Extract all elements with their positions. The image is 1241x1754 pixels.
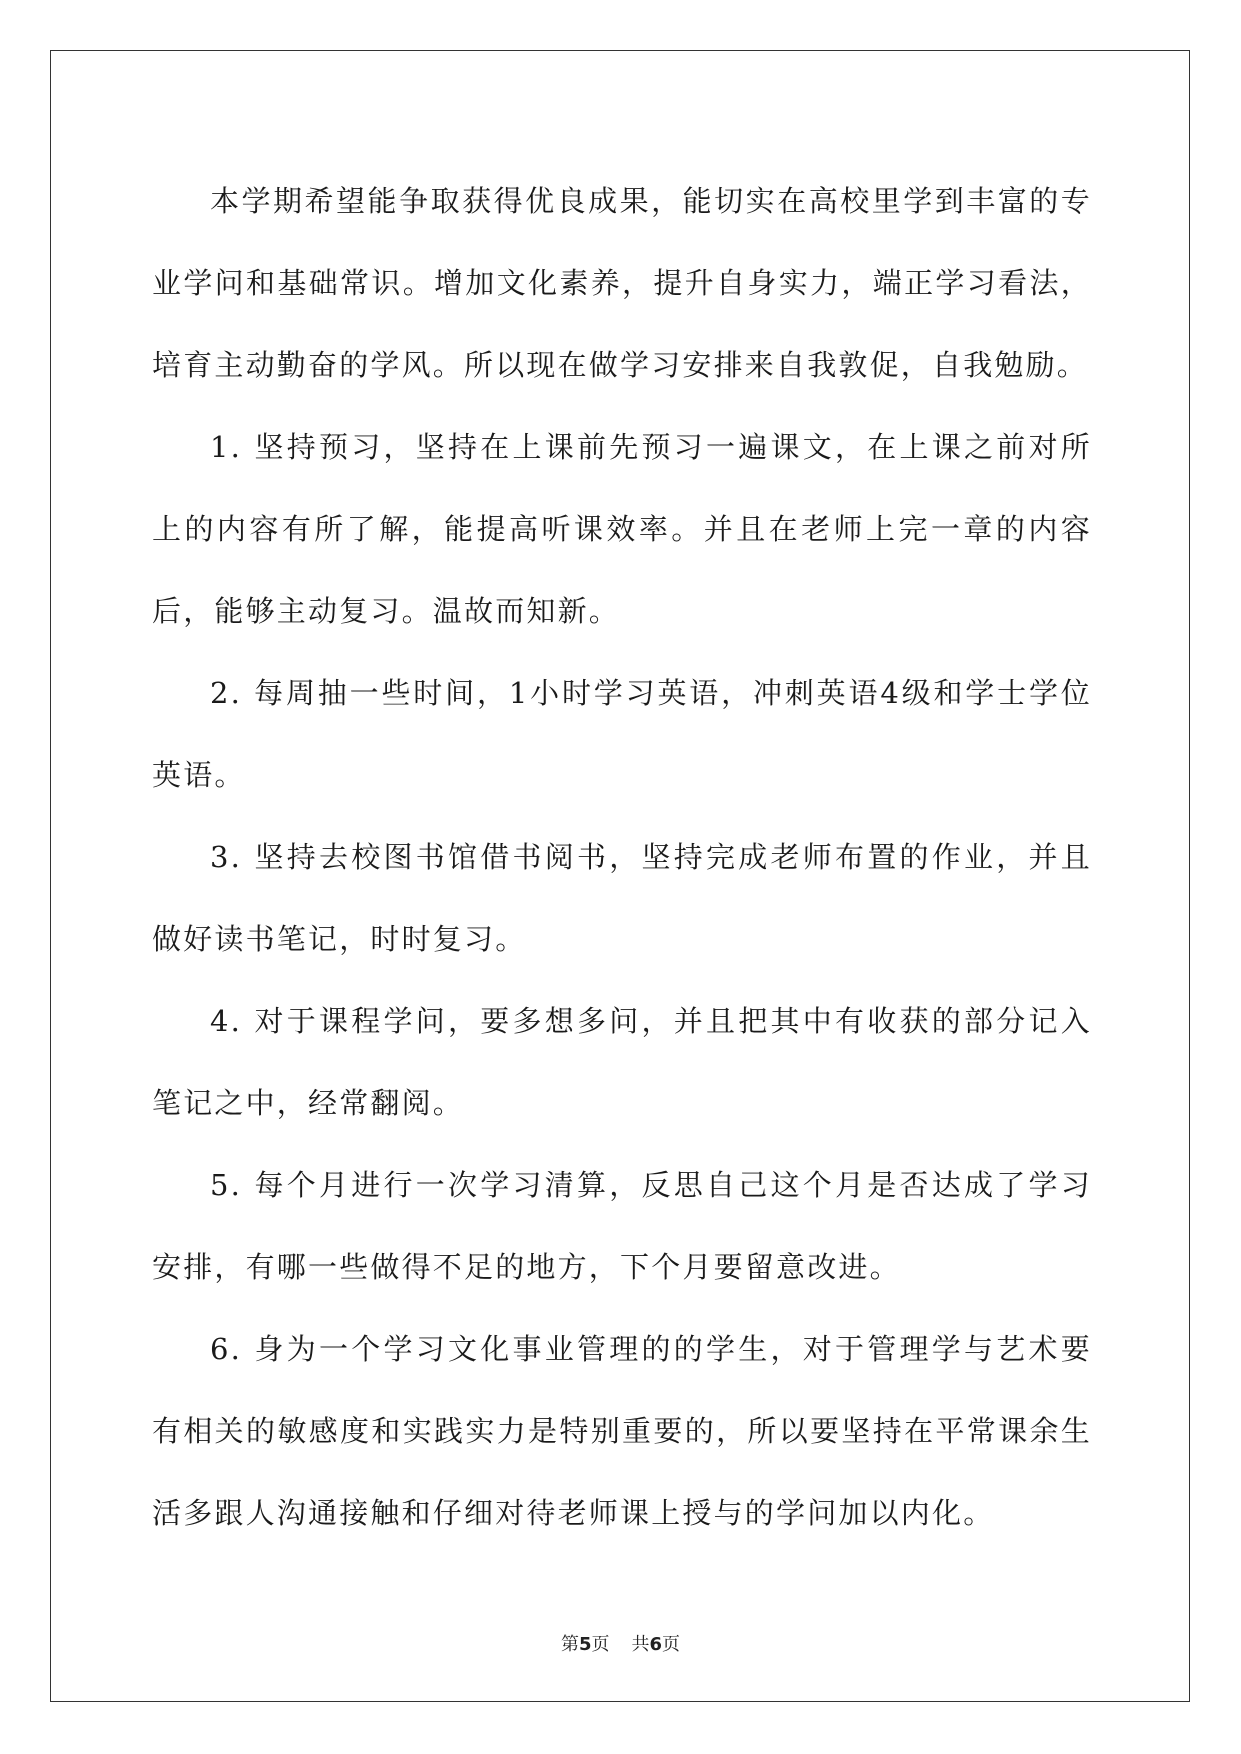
paragraph-intro: 本学期希望能争取获得优良成果，能切实在高校里学到丰富的专业学问和基础常识。增加文化素养，提升自身实力，端正学习看法，培育主动勤奋的学风。所以现在做学习安排来自我敦促，自我勉励。: [152, 184, 1092, 382]
paragraph-item-3: 3. 坚持去校图书馆借书阅书，坚持完成老师布置的作业，并且做好读书笔记，时时复习。: [152, 840, 1092, 956]
footer-prefix: 第: [560, 1634, 579, 1655]
footer-page-word: 页: [591, 1634, 610, 1655]
paragraph-item-6: 6. 身为一个学习文化事业管理的的学生，对于管理学与艺术要有相关的敏感度和实践实力是特别重要的，所以要坚持在平常课余生活多跟人沟通接触和仔细对待老师课上授与的学问加以内化。: [152, 1332, 1092, 1530]
paragraph-item-5: 5. 每个月进行一次学习清算，反思自己这个月是否达成了学习安排，有哪一些做得不足的地方，下个月要留意改进。: [152, 1168, 1092, 1284]
current-page-number: 5: [578, 1634, 592, 1655]
paragraph-item-2: 2. 每周抽一些时间，1小时学习英语，冲刺英语4级和学士学位英语。: [152, 676, 1092, 792]
footer-total-word: 页: [662, 1634, 681, 1655]
page-footer: [0, 1630, 1241, 1656]
total-pages-number: 6: [649, 1634, 663, 1655]
document-body: [152, 160, 1092, 1554]
footer-total-prefix: 共: [631, 1634, 650, 1655]
paragraph-item-4: 4. 对于课程学问，要多想多问，并且把其中有收获的部分记入笔记之中，经常翻阅。: [152, 1004, 1092, 1120]
paragraph-item-1: 1. 坚持预习，坚持在上课前先预习一遍课文，在上课之前对所上的内容有所了解，能提高听课效率。并且在老师上完一章的内容后，能够主动复习。温故而知新。: [152, 430, 1092, 628]
